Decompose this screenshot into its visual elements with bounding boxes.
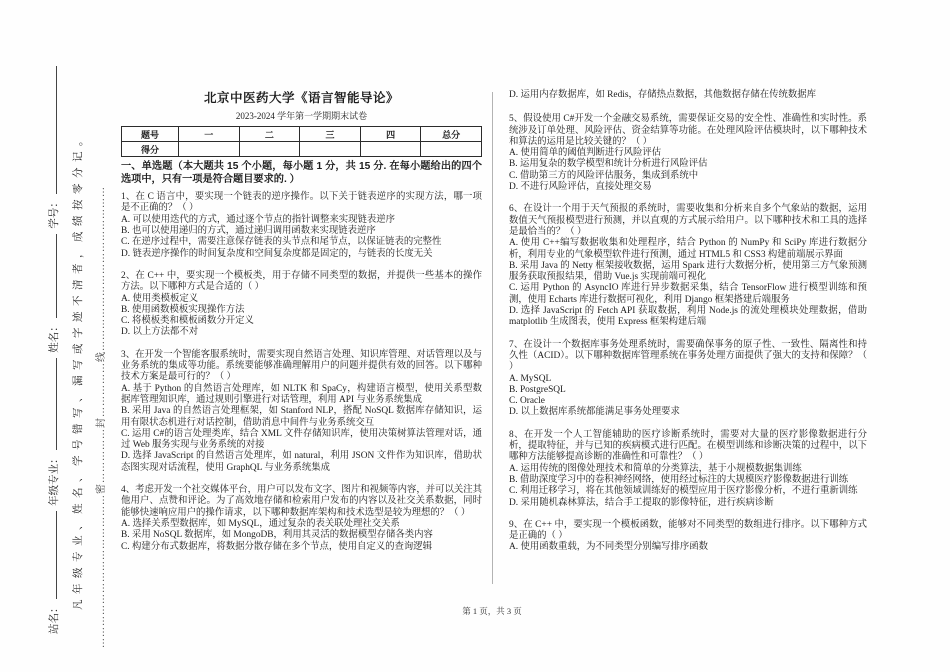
question-7: [509, 340, 867, 419]
question-2-stem: 2、在 C++ 中，要实现一个模板类，用于存储不同类型的数据，并提供一些基本的操作方法。以下哪种方式是合适的（ ）: [121, 270, 482, 293]
score-table-score-row: [122, 142, 482, 157]
question-3: [121, 350, 482, 474]
page-footer: [0, 605, 950, 617]
question-8-option-a: A. 运用传统的图像处理技术和简单的分类算法，基于小规模数据集训练: [509, 463, 802, 474]
question-5-option-a: A. 使用简单的阈值判断进行风险评估: [509, 148, 662, 159]
question-4-option-b: B. 采用 NoSQL 数据库，如 MongoDB，利用其灵活的数据模型存储各类内容: [121, 530, 433, 541]
score-header-1: 一: [179, 127, 240, 142]
question-7-stem: 7、在设计一个数据库事务处理系统时，需要确保事务的原子性、一致性、隔离性和持久性（ACID）。以下哪种数据库管理系统在事务处理方面提供了强大的支持和保障？（ ）: [509, 339, 867, 373]
question-8-option-d: D. 采用随机森林算法，结合手工提取的影像特征，进行疾病诊断: [509, 497, 774, 508]
question-4-option-c: C. 构建分布式数据库，将数据分散存储在多个节点，使用自定义的查询逻辑: [121, 541, 432, 552]
question-1-option-a: A. 可以使用迭代的方式，通过逐个节点的指针调整来实现链表逆序: [121, 214, 395, 225]
field-blank-station: [47, 512, 57, 600]
score-cell-empty-4: [360, 142, 421, 157]
question-6-option-d: D. 选择 JavaScript 的 Fetch API 获取数据，利用 Node.js 的流处理模块处理数据，借助 matplotlib 生成图表，使用 Express 框架构建后端: [509, 306, 867, 328]
question-6-stem: 6、在设计一个用于天气预报的系统时，需要收集和分析来自多个气象站的数据，运用数值天气预报模型进行预测，并以直观的方式展示给用户。以下哪种技术和工具的选择是最恰当的？（ ）: [509, 204, 867, 237]
question-3-option-c: C. 运用 C#的语言处理类库，结合 XML 文件存储知识库，使用决策树算法管理对话，通过 Web 服务实现与业务系统的对接: [121, 428, 482, 451]
score-header-2: 二: [239, 127, 300, 142]
question-6-option-a: A. 使用 C++编写数据收集和处理程序，结合 Python 的 NumPy 和 SciPy 库进行数据分析，利用专业的气象模型软件进行预测，通过 HTML5 和 CSS3 构建前端展示界面: [509, 238, 867, 260]
score-cell-empty-total: [421, 142, 482, 157]
question-2: [121, 271, 482, 339]
field-blank-grade-major: [47, 358, 57, 450]
section1-heading: 一、单选题（本大题共 15 个小题，每小题 1 分，共 15 分. 在每小题给出的四个选项中，只有一项是符合题目要求的. ）: [121, 161, 482, 185]
field-blank-student-id: [47, 66, 57, 194]
question-3-option-b: B. 采用 Java 的自然语言处理框架，如 Stanford NLP，搭配 NoSQL 数据库存储知识，运用有限状态机进行对话控制，借助消息中间件与业务系统交互: [121, 406, 482, 428]
question-7-option-b: B. PostgreSQL: [509, 384, 566, 395]
field-label-grade-major: 年级专业：: [49, 453, 60, 506]
question-6-option-c: C. 运用 Python 的 AsyncIO 库进行异步数据采集，结合 TensorFlow 进行模型训练和预测，使用 Echarts 库进行数据可视化，利用 Django 框架搭建后端服务: [509, 283, 867, 305]
question-5-stem: 5、假设使用 C#开发一个金融交易系统，需要保证交易的安全性、准确性和实时性。系统涉及订单处理、风险评估、资金结算等功能。在处理风险评估模块时，以下哪种技术和算法的运用是比较关键的？（ ）: [509, 114, 867, 147]
question-8-stem: 8、在开发一个人工智能辅助的医疗诊断系统时，需要对大量的医疗影像数据进行分析，提取特征，并与已知的疾病模式进行匹配。在模型训练和诊断决策的过程中，以下哪种方法能够提高诊断的准确性和可靠性？（ ）: [509, 429, 867, 463]
question-9: [509, 520, 867, 554]
seal-warning-text: 凡年级专业、姓名、学号错写、漏写或字迹不清者，成绩按零分记。: [73, 130, 84, 610]
page-indicator: 第 1 页，共 3 页: [462, 606, 522, 616]
question-5-option-b: B. 运用复杂的数学模型和统计分析进行风险评估: [509, 159, 708, 170]
question-1-option-b: B. 也可以使用递归的方式，通过递归调用函数来实现链表逆序: [121, 226, 376, 237]
question-1-option-d: D. 链表逆序操作的时间复杂度和空间复杂度都是固定的，与链表的长度无关: [121, 248, 433, 259]
question-5: [509, 114, 867, 193]
field-blank-name: [47, 234, 57, 318]
score-table-header-row: [122, 127, 482, 142]
question-7-option-c: C. Oracle: [509, 396, 545, 407]
question-4-option-a: A. 选择关系型数据库，如 MySQL，通过复杂的表关联处理社交关系: [121, 518, 400, 529]
question-3-stem: 3、在开发一个智能客服系统时，需要实现自然语言处理、知识库管理、对话管理以及与业务系统的集成等功能。系统要能够准确理解用户的问题并提供有效的回答。以下哪种技术方案是最可行的？（ ）: [121, 349, 482, 383]
seal-dotted-line: ……………………………………密……………封……………线………………………………………: [96, 186, 107, 648]
field-label-student-id: 学号：: [49, 197, 60, 229]
score-header-question-no: 题号: [122, 127, 179, 142]
field-label-name: 姓名：: [49, 321, 60, 353]
score-cell-empty-3: [300, 142, 361, 157]
question-1-stem: 1、在 C 语言中，要实现一个链表的逆序操作。以下关于链表逆序的实现方法，哪一项是不正确的？（ ）: [121, 192, 482, 214]
question-4-stem: 4、考虑开发一个社交媒体平台，用户可以发布文字、图片和视频等内容，并可以关注其他用户、点赞和评论。为了高效地存储和检索用户发布的内容以及社交关系数据，同时能够快速响应用户的操作请求，以下哪种数据库架构和技术选型是较为理想的？（ ）: [121, 485, 482, 518]
question-8-option-b: B. 借助深度学习中的卷积神经网络，使用经过标注的大规模医疗影像数据进行训练: [509, 474, 849, 485]
score-header-total: 总分: [421, 127, 482, 142]
exam-subtitle: 2023-2024 学年第一学期期末试卷: [235, 111, 368, 121]
question-5-option-d: D. 不进行风险评估，直接处理交易: [509, 182, 652, 193]
question-9-stem: 9、在 C++ 中，要实现一个模板函数，能够对不同类型的数组进行排序。以下哪种方式是正确的（ ）: [509, 519, 867, 542]
question-3-option-d: D. 选择 JavaScript 的自然语言处理库，如 natural，利用 JSON 文件作为知识库，借助状态图实现对话流程，使用 GraphQL 与业务系统集成: [121, 451, 482, 473]
exam-title: 北京中医药大学《语言智能导论》: [203, 91, 399, 105]
field-label-station: 站名：: [49, 602, 60, 634]
question-6: [509, 204, 867, 328]
score-table: [121, 126, 482, 157]
question-5-option-c: C. 借助第三方的风险评估服务，集成到系统中: [509, 170, 699, 181]
score-cell-empty-1: [179, 142, 240, 157]
question-2-option-a: A. 使用类模板定义: [121, 293, 199, 304]
question-6-option-b: B. 采用 Java 的 Netty 框架接收数据，运用 Spark 进行大数据分析，使用第三方气象预测服务获取预报结果，借助 Vue.js 实现前端可视化: [509, 260, 867, 283]
column-divider-line: [492, 92, 493, 584]
question-8: [509, 430, 867, 509]
question-4-continued: [509, 90, 867, 101]
student-info-line: [46, 63, 61, 634]
question-2-option-d: D. 以上方法都不对: [121, 327, 199, 338]
question-7-option-a: A. MySQL: [509, 373, 552, 384]
question-2-option-b: B. 使用函数模板实现操作方法: [121, 304, 245, 315]
question-2-option-c: C. 将模板类和模板函数分开定义: [121, 316, 254, 327]
question-8-option-c: C. 利用迁移学习，将在其他领域训练好的模型应用于医疗影像分析，不进行重新训练: [509, 486, 858, 497]
score-header-3: 三: [300, 127, 361, 142]
left-column: [121, 88, 482, 564]
score-cell-empty-2: [239, 142, 300, 157]
question-3-option-a: A. 基于 Python 的自然语言处理库，如 NLTK 和 SpaCy，构建语言模型，使用关系型数据库管理知识库，通过规则引擎进行对话管理，利用 API 与业务系统集成: [121, 383, 482, 405]
right-column: [509, 90, 867, 565]
question-7-option-d: D. 以上数据库系统都能满足事务处理要求: [509, 407, 680, 418]
question-1: [121, 192, 482, 260]
score-header-4: 四: [360, 127, 421, 142]
score-row-label: 得分: [122, 142, 179, 157]
question-4-option-d: D. 运用内存数据库，如 Redis，存储热点数据，其他数据存储在传统数据库: [509, 90, 817, 100]
question-1-option-c: C. 在逆序过程中，需要注意保存链表的头节点和尾节点，以保证链表的完整性: [121, 237, 442, 248]
question-4: [121, 485, 482, 553]
question-9-option-a: A. 使用函数重载，为不同类型分别编写排序函数: [509, 542, 708, 553]
